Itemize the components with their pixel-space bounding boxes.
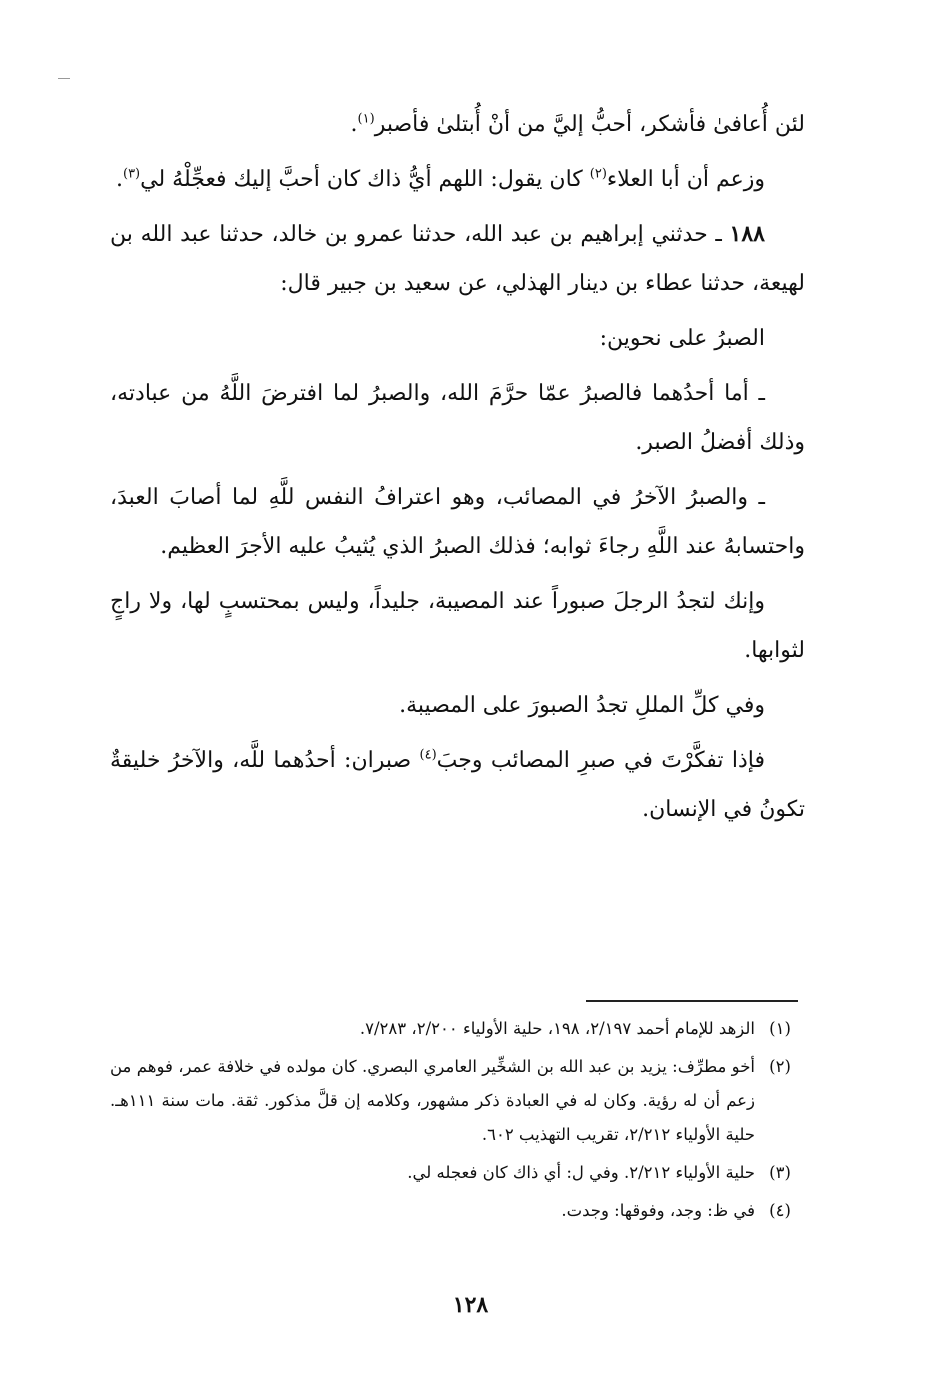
footnote-ref-3[interactable]: (٣)	[122, 166, 141, 182]
page-number: ١٢٨	[452, 1292, 489, 1318]
paragraph-4: الصبرُ على نحوين:	[599, 326, 765, 351]
footnote-number: (٣)	[769, 1163, 791, 1182]
footnote-1	[110, 1012, 805, 1046]
footnote-text: حلية الأولياء ٢/٢١٢. وفي ل: أي ذاك كان فعجله لي.	[407, 1163, 755, 1182]
footnote-text: الزهد للإمام أحمد ٢/١٩٧، ١٩٨، حلية الأولياء ٢/٢٠٠، ٧/٢٨٣.	[359, 1019, 755, 1038]
footnote-text: أخو مطرِّف: يزيد بن عبد الله بن الشخِّير العامري البصري. كان مولده في خلافة عمر، فوهم من زعم أن له رؤية. وكان له في العبادة ذكر مشهور، وكلامه إن قلَّ مذكور. ثقة. مات سنة ١١١هـ. حلية الأولياء ٢/٢١٢، تقريب التهذيب ٦٠٢.	[110, 1057, 755, 1144]
paragraph-2: وزعم أن أبا العلاء$^{(٢)}$ كان يقول: اللهم أيُّ ذاك كان أحبَّ إليك فعجِّلْهُ لي$^{(٣)}$.	[115, 166, 765, 192]
paragraph-8: وفي كلِّ المللِ تجدُ الصبورَ على المصيبة.	[399, 693, 765, 718]
footnote-number: (٤)	[769, 1201, 791, 1220]
footnote-2	[110, 1050, 805, 1152]
footnote-number: (١)	[769, 1019, 791, 1038]
footnote-text: في ظ: وجد، وفوقها: وجدت.	[561, 1201, 755, 1220]
main-text	[110, 100, 805, 840]
footnote-divider	[586, 1000, 798, 1002]
paragraph-7: وإنك لتجدُ الرجلَ صبوراً عند المصيبة، جليداً، وليس بمحتسبٍ لها، ولا راجٍ لثوابها.	[110, 589, 805, 663]
paragraph-5: ـ أما أحدُهما فالصبرُ عمّا حرَّمَ الله، والصبرُ لما افترضَ اللَّهُ من عبادته، وذلك أفضلُ الصبر.	[110, 381, 805, 455]
paragraph-1: لئن أُعافىٰ فأشكر، أحبُّ إليَّ من أنْ أُبتلىٰ فأصبر$^{(١)}$.	[350, 111, 805, 137]
narration-number: ١٨٨	[729, 221, 765, 247]
paragraph-9: فإذا تفكَّرْتَ في صبرِ المصائب وجبَ$^{(٤)}$ صبران: أحدُهما للَّه، والآخرُ خليقةٌ تكونُ في الإنسان.	[110, 747, 805, 822]
footnote-ref-4[interactable]: (٤)	[419, 747, 437, 763]
footnote-ref-2[interactable]: (٢)	[589, 166, 607, 182]
footnote-number: (٢)	[769, 1057, 791, 1076]
scan-mark	[58, 78, 70, 79]
footnote-ref-1[interactable]: (١)	[357, 111, 375, 127]
footnote-4	[110, 1194, 805, 1228]
footnote-3	[110, 1156, 805, 1190]
footnotes	[110, 1012, 805, 1232]
paragraph-6: ـ والصبرُ الآخرُ في المصائب، وهو اعترافُ النفس للَّهِ لما أصابَ العبدَ، واحتسابهُ عند اللَّهِ رجاءَ ثوابه؛ فذلك الصبرُ الذي يُثيبُ عليه الأجرَ العظيم.	[110, 485, 805, 559]
paragraph-3: ١٨٨ ـ حدثني إبراهيم بن عبد الله، حدثنا عمرو بن خالد، حدثنا عبد الله بن لهيعة، حدثنا عطاء بن دينار الهذلي، عن سعيد بن جبير قال:	[110, 221, 805, 296]
